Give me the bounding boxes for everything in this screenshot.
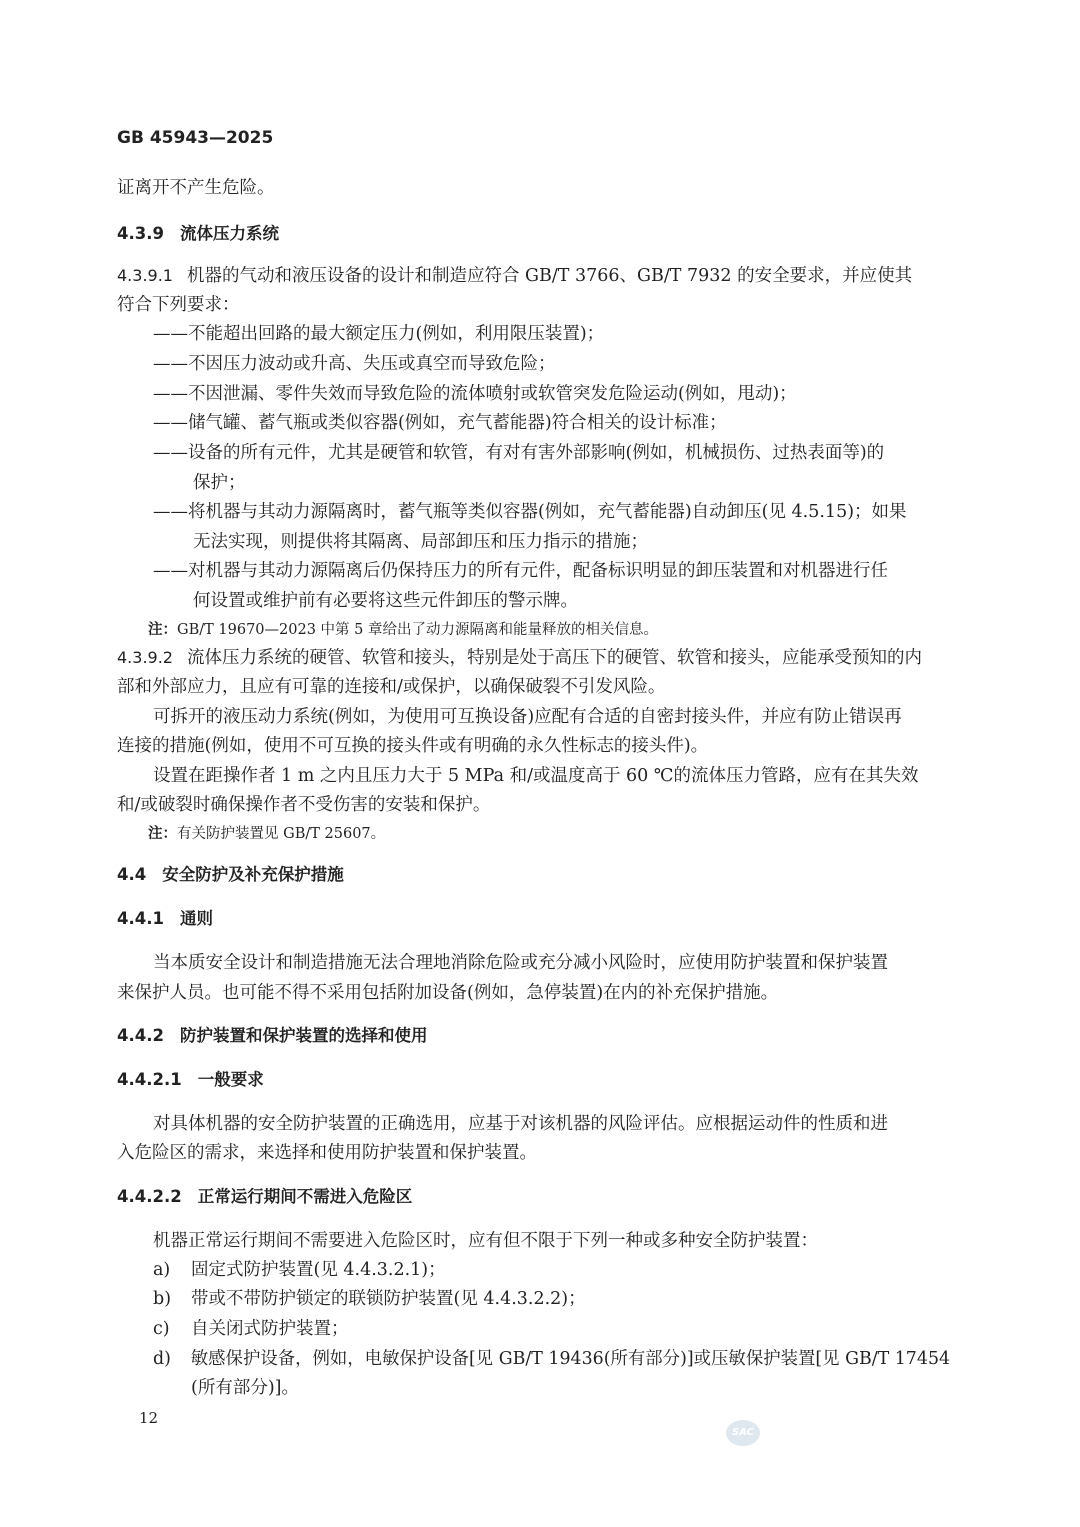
heading-number: 4.4 [117, 865, 147, 884]
paragraph-4-4-2-1-line-1: 对具体机器的安全防护装置的正确选用，应基于对该机器的风险评估。应根据运动件的性质和进 [153, 1114, 888, 1134]
paragraph-2-line-1: 可拆开的液压动力系统(例如，为使用可互换设备)应配有合适的自密封接头件，并应有防止错误再 [153, 707, 902, 727]
clause-4-3-9-1-line-2: 符合下列要求： [117, 295, 240, 315]
continued-text: 证离开不产生危险。 [117, 178, 275, 198]
heading-title: 流体压力系统 [179, 224, 279, 243]
dash-item-6-line-1: ——将机器与其动力源隔离时，蓄气瓶等类似容器(例如，充气蓄能器)自动卸压(见 4.5.15)；如果 [153, 502, 907, 522]
heading-4-4 [117, 867, 344, 884]
note-2 [148, 827, 385, 842]
dash-item-1: ——不能超出回路的最大额定压力(例如，利用限压装置)； [153, 324, 605, 344]
note-label: 注： [148, 826, 177, 842]
heading-number: 4.4.2 [117, 1026, 164, 1045]
clause-number: 4.3.9.2 [117, 648, 173, 667]
list-marker: c) [153, 1319, 170, 1339]
list-marker: d) [153, 1349, 171, 1369]
heading-title: 正常运行期间不需进入危险区 [197, 1187, 413, 1206]
paragraph-4-4-2-2-line-1: 机器正常运行期间不需要进入危险区时，应有但不限于下列一种或多种安全防护装置： [153, 1231, 818, 1251]
dash-item-2: ——不因压力波动或升高、失压或真空而导致危险； [153, 354, 556, 374]
heading-4-4-2 [117, 1028, 427, 1045]
dash-item-7-line-2: 何设置或维护前有必要将这些元件卸压的警示牌。 [193, 591, 578, 611]
dash-item-6-line-2: 无法实现，则提供将其隔离、局部卸压和压力指示的措施； [193, 532, 648, 552]
heading-4-3-9 [117, 226, 279, 243]
list-text: 带或不带防护锁定的联锁防护装置(见 4.4.3.2.2)； [191, 1289, 586, 1309]
clause-4-3-9-2-line-1 [117, 650, 922, 668]
list-item-c [153, 1321, 349, 1339]
list-text: 敏感保护设备，例如，电敏保护设备[见 GB/T 19436(所有部分)]或压敏保护装置[见 GB/T 17454 [190, 1349, 951, 1369]
standard-header: GB 45943—2025 [117, 128, 274, 148]
heading-number: 4.4.1 [117, 909, 164, 928]
dash-item-3: ——不因泄漏、零件失效而导致危险的流体喷射或软管突发危险运动(例如，甩动)； [153, 384, 797, 404]
heading-number: 4.4.2.1 [117, 1070, 182, 1089]
paragraph-3-line-1: 设置在距操作者 1 m 之内且压力大于 5 MPa 和/或温度高于 60 ℃的流体压力管路，应有在其失效 [153, 766, 919, 786]
clause-4-3-9-2-line-2: 部和外部应力，且应有可靠的连接和/或保护，以确保破裂不引发风险。 [117, 677, 666, 697]
note-text: GB/T 19670—2023 中第 5 章给出了动力源隔离和能量释放的相关信息。 [177, 622, 658, 638]
note-1 [148, 623, 658, 638]
dash-item-7-line-1: ——对机器与其动力源隔离后仍保持压力的所有元件，配备标识明显的卸压装置和对机器进行任 [153, 561, 888, 581]
page-number: 12 [139, 1409, 159, 1427]
list-text: 自关闭式防护装置； [191, 1319, 349, 1339]
heading-title: 防护装置和保护装置的选择和使用 [179, 1026, 428, 1045]
heading-title: 通则 [179, 909, 213, 928]
paragraph-2-line-2: 连接的措施(例如，使用不可互换的接头件或有明确的永久性标志的接头件)。 [117, 736, 709, 756]
dash-item-5-line-2: 保护； [193, 473, 246, 493]
heading-number: 4.4.2.2 [117, 1187, 182, 1206]
heading-4-4-2-2 [117, 1189, 412, 1206]
paragraph-4-4-2-1-line-2: 入危险区的需求，来选择和使用防护装置和保护装置。 [117, 1143, 537, 1163]
clause-text: 流体压力系统的硬管、软管和接头，特别是处于高压下的硬管、软管和接头，应能承受预知的内 [186, 648, 922, 668]
sac-logo: SAC [726, 1420, 760, 1446]
note-text: 有关防护装置见 GB/T 25607。 [177, 826, 386, 842]
dash-item-5-line-1: ——设备的所有元件，尤其是硬管和软管，有对有害外部影响(例如，机械损伤、过热表面等)的 [153, 443, 885, 463]
clause-number: 4.3.9.1 [117, 266, 173, 285]
list-item-b [153, 1291, 586, 1309]
heading-title: 一般要求 [197, 1070, 264, 1089]
list-marker: b) [153, 1289, 172, 1309]
paragraph-4-4-1-line-2: 来保护人员。也可能不得不采用包括附加设备(例如，急停装置)在内的补充保护措施。 [117, 983, 779, 1003]
list-marker: a) [153, 1260, 171, 1280]
heading-title: 安全防护及补充保护措施 [162, 865, 344, 884]
heading-4-4-2-1 [117, 1072, 264, 1089]
list-item-a [153, 1262, 446, 1280]
heading-4-4-1 [117, 911, 213, 928]
note-label: 注： [148, 622, 177, 638]
list-text: 固定式防护装置(见 4.4.3.2.1)； [191, 1260, 446, 1280]
paragraph-3-line-2: 和/或破裂时确保操作者不受伤害的安装和保护。 [117, 795, 491, 815]
heading-number: 4.3.9 [117, 224, 164, 243]
dash-item-4: ——储气罐、蓄气瓶或类似容器(例如，充气蓄能器)符合相关的设计标准； [153, 413, 727, 433]
clause-text: 机器的气动和液压设备的设计和制造应符合 GB/T 3766、GB/T 7932 的安全要求，并应使其 [186, 266, 913, 286]
clause-4-3-9-1-line-1 [117, 268, 912, 286]
list-item-d-line-2: (所有部分)]。 [191, 1378, 299, 1398]
paragraph-4-4-1-line-1: 当本质安全设计和制造措施无法合理地消除危险或充分减小风险时，应使用防护装置和保护装置 [153, 953, 888, 973]
list-item-d-line-1 [153, 1351, 950, 1369]
